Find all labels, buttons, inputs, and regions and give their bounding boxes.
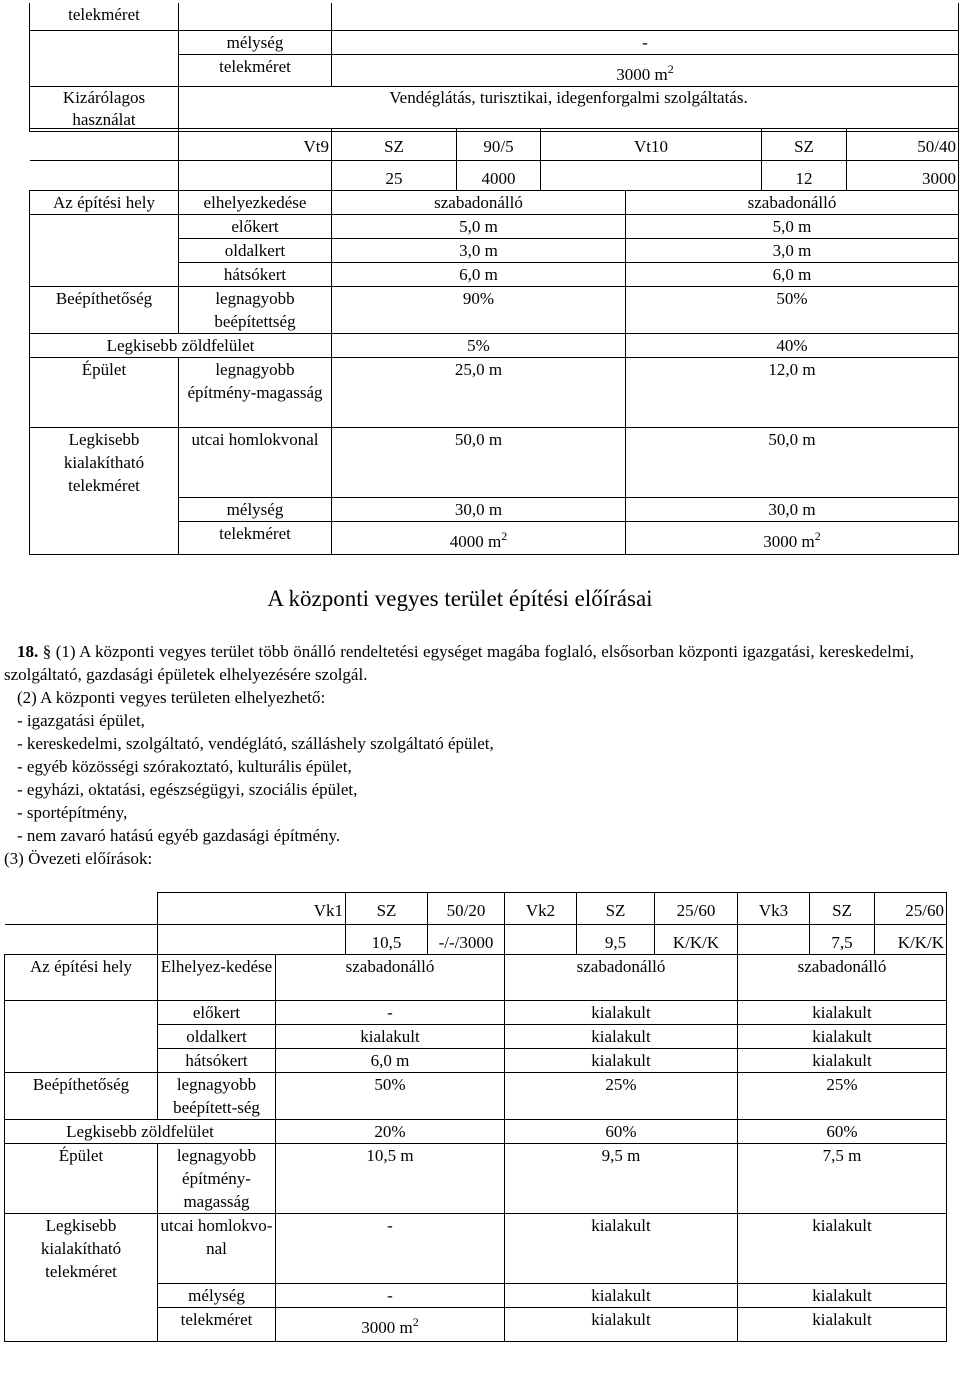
table-row: hátsókert 6,0 m kialakult kialakult xyxy=(5,1049,947,1073)
table-row: Az építési hely elhelyezkedése szabadonálló szabadonálló xyxy=(30,191,959,215)
table-row: előkert - kialakult kialakult xyxy=(5,1001,947,1025)
table-row: Beépíthetőség legnagyobb beépítettség 90% 50% xyxy=(30,287,959,334)
cell-telekmeret-value: 3000 $m^2$ xyxy=(332,54,959,86)
allowed-buildings-list xyxy=(4,709,914,847)
table-row: Épület legnagyobb építmény-magasság 10,5 m 9,5 m 7,5 m xyxy=(5,1144,947,1214)
table-row: mélység 30,0 m 30,0 m xyxy=(30,498,959,522)
table-header-row: 10,5 -/-/3000 9,5 K/K/K 7,5 K/K/K xyxy=(5,925,947,955)
paragraph-2: (2) A központi vegyes területen elhelyezhető: xyxy=(17,688,326,707)
zone-code-vk2: Vk2 xyxy=(505,893,577,925)
section-sign: § xyxy=(42,642,52,661)
paragraph-number: 18. xyxy=(17,642,39,661)
table-row: Legkisebb zöldfelület 5% 40% xyxy=(30,334,959,358)
zone-code-vt9: Vt9 xyxy=(179,129,332,161)
cell-telekmeret: telekméret xyxy=(179,54,332,86)
table-row xyxy=(30,3,959,30)
cell-telekmeret-label: telekméret xyxy=(30,3,179,30)
table-top-fragment xyxy=(29,3,959,132)
table-row: oldalkert kialakult kialakult kialakult xyxy=(5,1025,947,1049)
table-row: Beépíthetőség legnagyobb beépített-ség 50% 25% 25% xyxy=(5,1073,947,1120)
table-row xyxy=(30,30,959,54)
table-header-row: Vk1 SZ 50/20 Vk2 SZ 25/60 Vk3 SZ 25/60 xyxy=(5,893,947,925)
cell-melyseg-value: - xyxy=(332,30,959,54)
list-item: - egyéb közösségi szórakoztató, kulturális épület, xyxy=(17,757,352,776)
table-row: Az építési hely Elhelyez-kedése szabadonálló szabadonálló szabadonálló xyxy=(5,955,947,1001)
section-body xyxy=(4,640,914,870)
table-header-row: Vt9 SZ 90/5 Vt10 SZ 50/40 xyxy=(30,129,959,161)
table-row: mélység - kialakult kialakult xyxy=(5,1284,947,1308)
zone-code-vt10: Vt10 xyxy=(541,129,762,161)
table-row: Legkisebb zöldfelület 20% 60% 60% xyxy=(5,1120,947,1144)
table-header-row: 25 4000 12 3000 xyxy=(30,161,959,191)
table-row xyxy=(30,54,959,86)
table-row: hátsókert 6,0 m 6,0 m xyxy=(30,263,959,287)
list-item: - sportépítmény, xyxy=(17,803,128,822)
paragraph-3: (3) Övezeti előírások: xyxy=(4,849,153,868)
cell-hasznalat-value: Vendéglátás, turisztikai, idegenforgalmi szolgáltatás. xyxy=(179,86,959,131)
list-item: - kereskedelmi, szolgáltató, vendéglátó, szálláshely szolgáltató épület, xyxy=(17,734,494,753)
paragraph-1: 18. § (1) A központi vegyes terület több önálló rendeltetési egységet magába foglaló, elsősorban központi igazgatási, kereskedelmi, szolgáltató, gazdasági épületek elhelyezésére szolgál. xyxy=(4,642,915,684)
cell-kizarolagos-hasznalat: Kizárólagos használat xyxy=(30,86,179,131)
list-item: - igazgatási épület, xyxy=(17,711,145,730)
table-vt-zones xyxy=(29,128,959,555)
table-row: telekméret 3000 $m^2$ kialakult kialakult xyxy=(5,1308,947,1342)
list-item: - egyházi, oktatási, egészségügyi, szociális épület, xyxy=(17,780,358,799)
table-row: Legkisebb kialakítható telekméret utcai homlokvo-nal - kialakult kialakult xyxy=(5,1214,947,1284)
table-row: előkert 5,0 m 5,0 m xyxy=(30,215,959,239)
zone-code-vk1: Vk1 xyxy=(158,893,346,925)
table-row: Legkisebb kialakítható telekméret utcai homlokvonal 50,0 m 50,0 m xyxy=(30,428,959,498)
table-row xyxy=(30,86,959,131)
cell-melyseg: mélység xyxy=(179,30,332,54)
zone-code-vk3: Vk3 xyxy=(738,893,810,925)
table-row: telekméret 4000 $m^2$ 3000 $m^2$ xyxy=(30,522,959,555)
table-row: Épület legnagyobb építmény-magasság 25,0 m 12,0 m xyxy=(30,358,959,428)
section-title: A központi vegyes terület építési előírásai xyxy=(267,586,653,611)
table-row: oldalkert 3,0 m 3,0 m xyxy=(30,239,959,263)
table-vk-zones xyxy=(4,892,947,1342)
list-item: - nem zavaró hatású egyéb gazdasági építmény. xyxy=(17,826,341,845)
